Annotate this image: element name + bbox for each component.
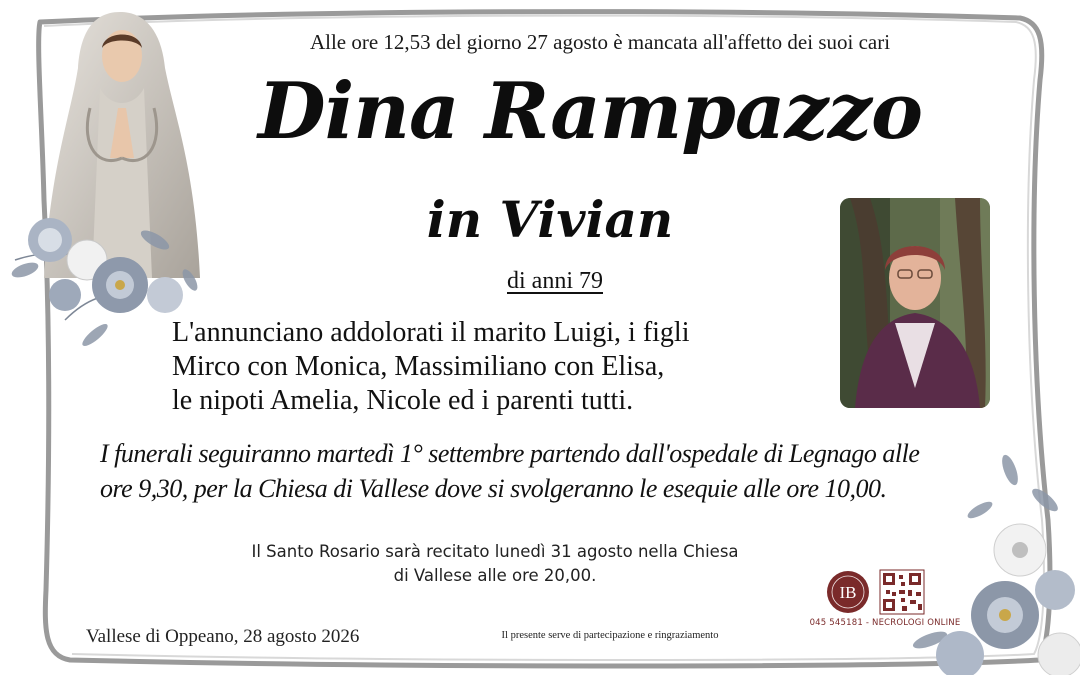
deceased-name: Dina Rampazzo xyxy=(257,66,923,157)
rosary-info xyxy=(170,540,820,588)
agency-logo-icon xyxy=(827,571,869,613)
agency-contact: 045 545181 - NECROLOGI ONLINE xyxy=(809,618,961,628)
intro-text: Alle ore 12,53 del giorno 27 agosto è mancata all'affetto dei suoi cari xyxy=(309,30,891,54)
place-date: Vallese di Oppeano, 28 agosto 2026 xyxy=(86,626,360,647)
announcement-line: le nipoti Amelia, Nicole ed i parenti tutti. xyxy=(172,385,634,416)
funeral-line: ore 9,30, per la Chiesa di Vallese dove si svolgeranno le esequie alle ore 10,00. xyxy=(100,474,887,503)
logo-letters: IB xyxy=(839,583,857,602)
rosary-line: di Vallese alle ore 20,00. xyxy=(393,566,597,585)
announcement-line: Mirco con Monica, Massimiliano con Elisa, xyxy=(172,351,665,382)
funeral-info xyxy=(100,436,980,506)
notice-text: Il presente serve di partecipazione e ringraziamento xyxy=(501,630,719,641)
funeral-line: I funerali seguiranno martedì 1° settembre partendo dall'ospedale di Legnago alle xyxy=(100,439,920,468)
age-text: di anni 79 xyxy=(507,268,603,294)
qr-code-icon xyxy=(880,570,924,614)
announcement-line: L'annunciano addolorati il marito Luigi, i figli xyxy=(172,317,690,348)
married-name: in Vivian xyxy=(426,190,674,249)
rosary-line: Il Santo Rosario sarà recitato lunedì 31 agosto nella Chiesa xyxy=(251,542,739,561)
portrait-photo xyxy=(840,198,990,408)
announcement xyxy=(172,316,852,418)
